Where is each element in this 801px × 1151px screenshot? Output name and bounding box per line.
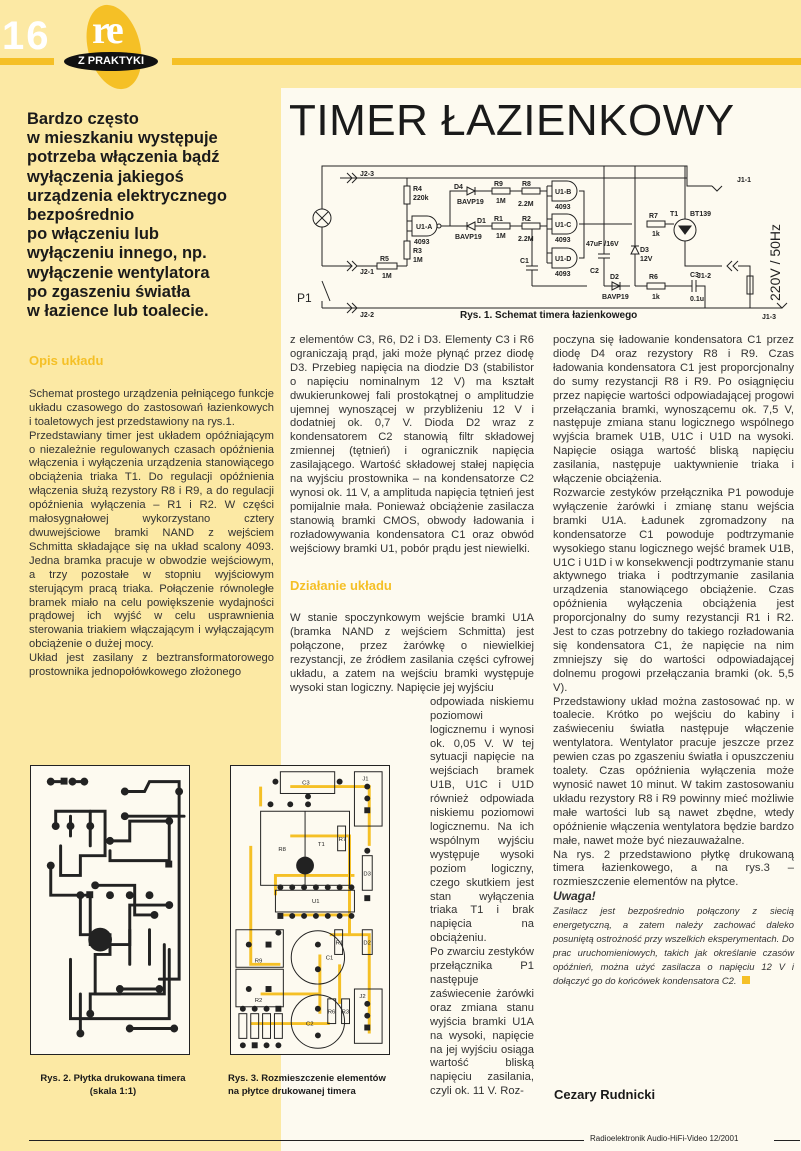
label-r9: R9: [494, 181, 503, 188]
pcb-label-r6: R6: [327, 1009, 336, 1016]
label-d1-type: BAVP19: [455, 234, 482, 241]
page-number: 16: [2, 14, 51, 58]
paragraph: Po zwarciu zestyków przełącznika P1 następuje zaświecenie żarówki oraz zmiana stanu wyjścia bramki U1A na wysoki, napięcie na jej wyjściu osiąga wartość bliską napięciu zasilania, czyli ok. 11 V. Roz-: [430, 946, 534, 1098]
label-ic-b: 4093: [555, 204, 571, 211]
pcb-label-r9: R9: [254, 958, 263, 965]
label-r3-value: 1M: [413, 257, 423, 264]
label-r8: R8: [522, 181, 531, 188]
section-badge: Z PRAKTYKI: [64, 52, 158, 71]
paragraph: W stanie spoczynkowym wejście bramki U1A (bramka NAND z wejściem Schmitta) jest połączone, przez żarówkę o niewielkiej rezystancji, ze źródłem zasilania części cyfrowej układu, a zatem na wejściu bramki występuje wysoki stan logiczny. Napięcie jej wyjściu: [290, 612, 534, 694]
figure2-caption: Rys. 2. Płytka drukowana timera (skala 1:1): [40, 1073, 186, 1097]
warning-text: [553, 904, 794, 988]
pcb-label-r7: R7: [338, 836, 347, 843]
label-r2: R2: [522, 216, 531, 223]
magazine-logo: re: [92, 7, 121, 52]
label-p1: P1: [297, 291, 312, 305]
label-d2: D2: [610, 274, 619, 281]
component-placement-figure: [230, 765, 390, 1055]
pcb-label-c2: C2: [306, 1021, 314, 1028]
pcb-label-j2: J2: [359, 993, 366, 1000]
label-r9-value: 1M: [496, 198, 506, 205]
label-d3-value: 12V: [640, 256, 653, 263]
column-3: [553, 334, 794, 988]
label-mains: 220V / 50Hz: [767, 223, 783, 301]
label-r5-value: 1M: [382, 273, 392, 280]
pcb-label-d3: D3: [363, 871, 371, 878]
label-ic-c: 4093: [555, 237, 571, 244]
label-r5: R5: [380, 256, 389, 263]
pcb-label-j1: J1: [362, 776, 369, 783]
label-j11: J1-1: [737, 177, 752, 184]
pcb-label-c1: C1: [325, 955, 334, 962]
label-d2-type: BAVP19: [602, 294, 629, 301]
label-ic-d: 4093: [555, 271, 571, 278]
label-r4: R4: [413, 186, 422, 193]
pcb-label-t1: T1: [317, 841, 325, 848]
paragraph: z elementów C3, R6, D2 i D3. Elementy C3 i R6 ograniczają prąd, jaki może płynąć przez diodę D3. Przebieg napięcia na diodzie D3 (stabilistor o napięciu nominalnym 12 V) ma kształt dwukierunkowej fali prostokątnej o amplitudzie ujemnej wynoszącej w przybliżeniu 12 V i dodatniej ok. 0,7 V. Dioda D2 wraz z kondensatorem C2 stanowią filtr składowej zmiennej (tętnień) i ogranicznik napięcia zasilającego. Wartość składowej stałej napięcia na wyjściu prostownika – na kondensatorze C2 wynosi ok. 11 V, a amplituda napięcia tętnień jest pomijalnie mała. Ponieważ obciążenie zasilacza stanowią bramki CMOS, obwody ładowania i rozładowywania kondensatora C1 oraz obwód wejściowy bramki U1, pobór prądu jest niewielki.: [290, 334, 534, 555]
label-ic-a: 4093: [414, 239, 430, 246]
lead-line: w łazience lub toalecie.: [27, 302, 209, 321]
footer-rule-left: [29, 1140, 584, 1141]
label-triac-type: BT139: [690, 211, 712, 218]
section-heading-dzialanie: Działanie układu: [290, 577, 392, 593]
section-heading-opis: Opis układu: [29, 353, 104, 368]
label-r6-value: 1k: [652, 294, 660, 301]
lead-line: bezpośrednio: [27, 206, 135, 225]
label-c2: C2: [590, 268, 599, 275]
paragraph: Przedstawiany timer jest układem opóźniającym o niezależnie regulowanych czasach opóźnienia włączenia i wyłączenia urządzenia stanowiącego obciążenia triaka T1. Do regulacji opóźnienia włączenia służą rezystory R8 i R9, a do regulacji opóźnienia wyłączenia – R1 i R2. W części małosygnałowej wykorzystano cztery dwuwejściowe bramki NAND z wejściem Schmitta składające się na układ scalony 4093. Jedna bramka pracuje w obwodzie wejściowym, a trzy pozostałe w stopniu wyjściowym sterującym pracą triaka. Połączenie równoległe bramek miało na celu powiększenie wydajności prądowej ich wyjść w celu usprawnienia sterowania triakiem włączającym i wyłączającym obciążenie o dużej mocy.: [29, 429, 274, 651]
lead-line: potrzeba włączenia bądź: [27, 148, 220, 167]
label-r1: R1: [494, 216, 503, 223]
label-r7: R7: [649, 213, 658, 220]
lead-paragraph: [27, 110, 277, 321]
lead-line: po zgaszeniu światła: [27, 282, 191, 301]
footer-rule-right: [774, 1140, 800, 1141]
lead-line: wyłączenia jakiegoś: [27, 167, 184, 186]
label-d3: D3: [640, 247, 649, 254]
label-d1: D1: [477, 218, 486, 225]
column-1: [29, 354, 274, 680]
article-title: TIMER ŁAZIENKOWY: [289, 96, 735, 145]
pcb-label-u1: U1: [311, 899, 320, 906]
label-r4-value: 220k: [413, 195, 429, 202]
header-rule-right: [172, 58, 801, 65]
label-r7-value: 1k: [652, 231, 660, 238]
label-r3: R3: [413, 248, 422, 255]
pcb-label-r3: R3: [341, 1009, 350, 1016]
lead-line: wyłączenie wentylatora: [27, 263, 210, 282]
label-r6: R6: [649, 274, 658, 281]
label-u1c: U1-C: [555, 222, 572, 229]
label-r1-value: 1M: [496, 233, 506, 240]
paragraph: Na rys. 2 przedstawiono płytkę drukowaną timera łazienkowego, a na rys.3 – rozmieszczenie elementów na płytce.: [553, 848, 794, 889]
label-j23: J2-3: [360, 171, 375, 178]
paragraph: Przedstawiony układ można zastosować np. w toalecie. Krótko po wejściu do kabiny i zaświeceniu światła następuje włączenie wentylatora. Wentylator pracuje jeszcze przez pewien czas po zgaszeniu światła i opuszczeniu toalety. Czas opóźnienia wyłączenia może wynosić nawet 10 minut. W takim zastosowaniu układu rezystory R8 i R9 powinny mieć możliwie małe wartości lub są nawet zbędne, wtedy opóźnienie włączenia wentylatora będzie bardzo małe, nawet może być niezauważalne.: [553, 695, 794, 847]
label-c3: C3: [690, 272, 699, 279]
label-j21: J2-1: [360, 269, 375, 276]
label-c2-value: 47uF /16V: [586, 241, 619, 248]
label-c3-value: 0.1u: [690, 296, 705, 303]
paragraph: Rozwarcie zestyków przełącznika P1 powoduje wyłączenie żarówki i zmianę stanu wejścia bramki U1A. Ładunek zgromadzony na kondensatorze C1 powoduje podtrzymanie wysokiego stanu logicznego wejść bramek U1B, U1C i U1D i w konsekwencji podtrzymanie stanu aktywnego triaka i podtrzymanie zasilania urządzenia stanowiącego obciążenie. Czas opóźnienia wyłączenia obciążenia jest proporcjonalny do sumy rezystancji R1 i R2. Jest to czas potrzebny do takiego rozładowania się kondensatora C1, że napięcie na nim zmniejszy się do wartości odpowiadającej dolnemu progowi przełączania bramki (ok. 5,5 V).: [553, 486, 794, 694]
label-u1a: U1-A: [416, 224, 433, 231]
warning-heading: Uwaga!: [553, 889, 596, 904]
author: Cezary Rudnicki: [554, 1087, 656, 1102]
header-rule-left: [0, 58, 54, 65]
pcb-label-c3: C3: [302, 780, 310, 787]
pcb-label-r2: R2: [254, 997, 263, 1004]
lead-line: po włączeniu lub: [27, 225, 160, 244]
lead-line: Bardzo często: [27, 110, 139, 128]
label-d4: D4: [454, 184, 463, 191]
lead-line: w mieszkaniu występuje: [27, 129, 218, 148]
pcb-label-r1: R1: [335, 940, 344, 947]
paragraph: Schemat prostego urządzenia pełniącego funkcje układu czasowego do zastosowań łazienkowych i toaletowych jest przedstawiony na rys.1.: [29, 387, 274, 428]
schematic-diagram: [292, 166, 800, 326]
label-r8-value: 2.2M: [518, 201, 534, 208]
figure3-caption: Rys. 3. Rozmieszczenie elementów na płytce drukowanej timera: [228, 1073, 386, 1097]
figure1-caption: Rys. 1. Schemat timera łazienkowego: [460, 310, 638, 321]
paragraph: Układ jest zasilany z beztransformatorowego prostownika jednopołówkowego złożonego: [29, 652, 274, 679]
label-r2-value: 2.2M: [518, 236, 534, 243]
label-u1d: U1-D: [555, 256, 572, 263]
end-of-article-mark: [742, 976, 750, 984]
label-j22: J2-2: [360, 312, 375, 319]
label-d4-type: BAVP19: [457, 199, 484, 206]
pcb-layout-figure: [30, 765, 190, 1055]
label-t1: T1: [670, 211, 679, 218]
paragraph: odpowiada niskiemu poziomowi logicznemu i wynosi ok. 0,05 V. W tej sytuacji napięcie na wejściach bramek U1B, U1C i U1D również odpowiada niskiemu poziomowi logicznemu. Na ich wspólnym wyjściu występuje wysoki poziom logiczny, czego skutkiem jest stan wyłączenia triaka T1 i brak napięcia na obciążeniu.: [430, 695, 534, 945]
pcb-figures: [30, 765, 390, 1055]
label-j12: J1-2: [697, 273, 712, 280]
paragraph: poczyna się ładowanie kondensatora C1 przez diodę D4 oraz rezystory R8 i R9. Czas ładowania kondensatora C1 jest proporcjonalny do sumy rezystancji R8 i R9. Po osiągnięciu przez napięcie wartości odpowiadającej progowi przełączania bramki, wynoszącemu ok. 7,5 V, następuje zmiana stanu logicznego wspólnego wyjścia bramek U1B, U1C i U1D na wysoki. Napięcie osiąga wartość bliską napięciu zasilania, następuje uaktywnienie triaka i włączenie obciążenia.: [553, 334, 794, 486]
label-u1b: U1-B: [555, 189, 572, 196]
pcb-label-d2: D2: [363, 940, 371, 947]
label-c1: C1: [520, 258, 529, 265]
pcb-label-r8: R8: [278, 846, 286, 853]
warning-body: Zasilacz jest bezpośrednio połączony z siecią energetyczną, a zatem należy zachować daleko posuniętą ostrożność przy wszelkich eksperymentach. Do prac uruchomieniowych, takich jak określanie czasów opóźnień, można użyć zasilacza o napięciu 12 V i dołączyć go do końcówek kondensatora C2.: [553, 905, 794, 987]
lead-line: urządzenia elektrycznego: [27, 186, 227, 205]
label-j13: J1-3: [762, 314, 777, 321]
footer-publication: Radioelektronik Audio-HiFi-Video 12/2001: [590, 1134, 739, 1143]
lead-line: wyłączeniu innego, np.: [27, 244, 207, 263]
